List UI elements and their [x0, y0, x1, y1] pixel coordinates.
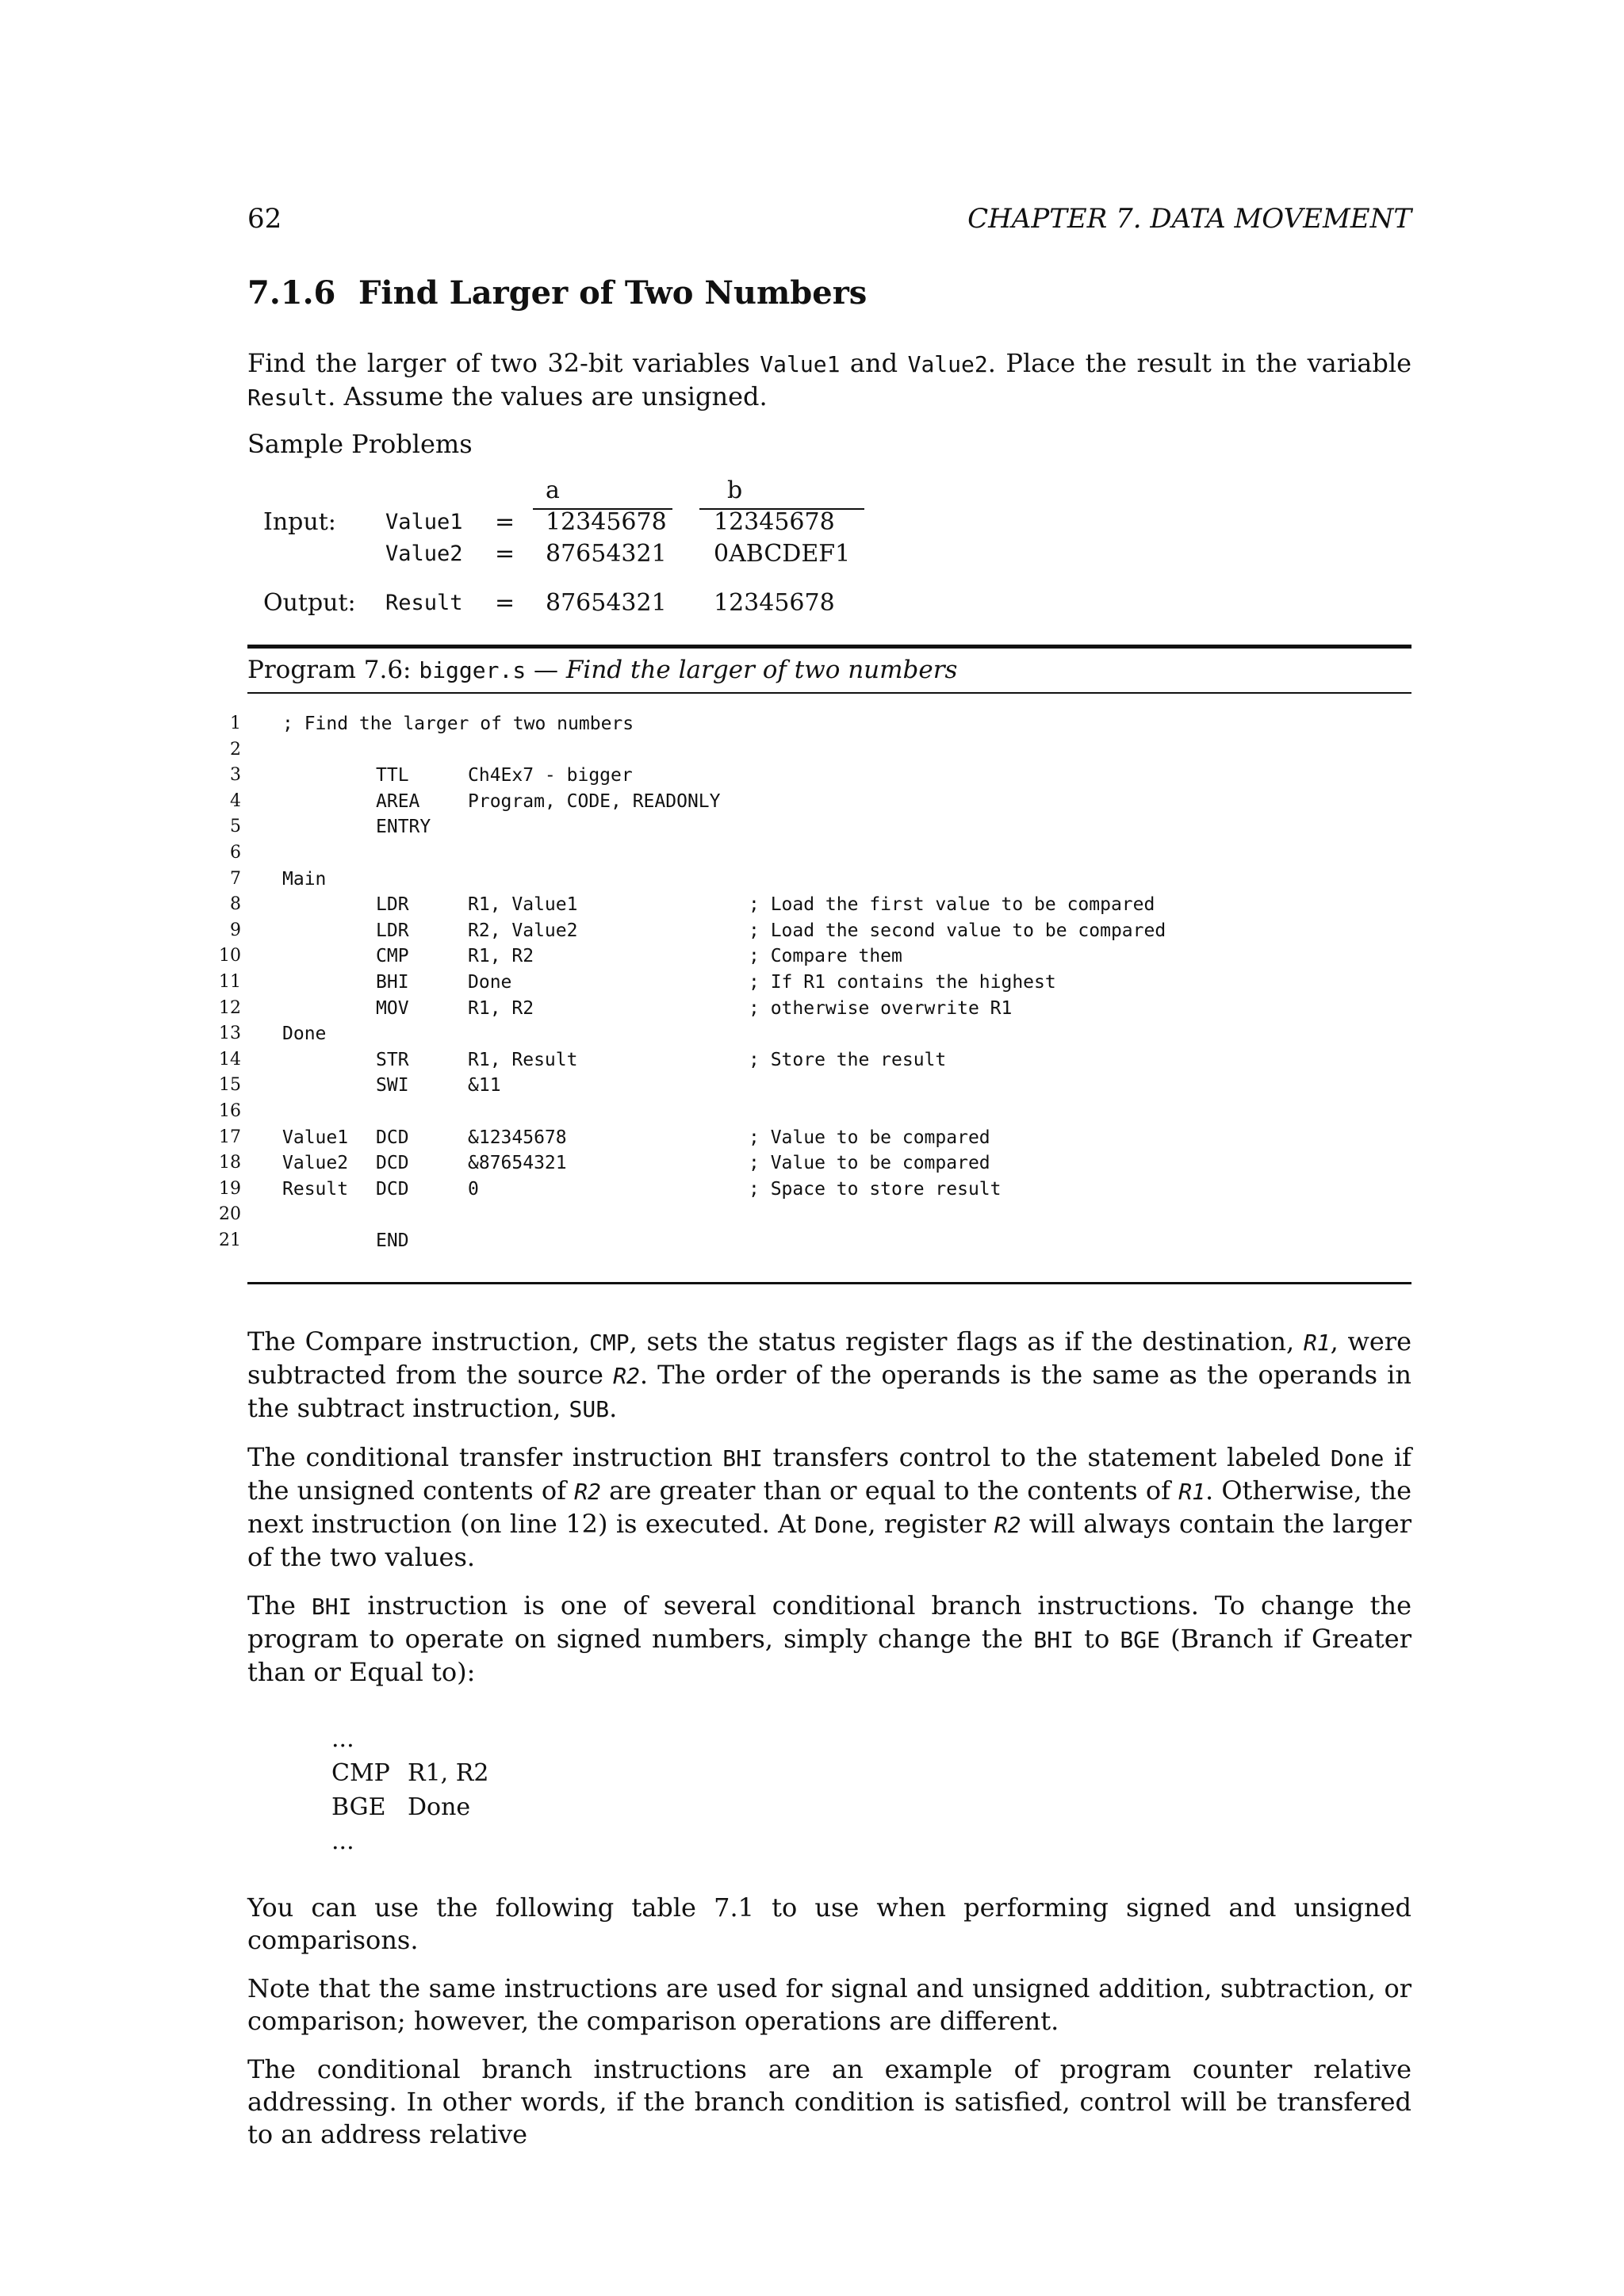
inline-code: R1 [1178, 1479, 1205, 1505]
code-comment: ; Load the second value to be compared [749, 920, 1166, 941]
inline-code: BHI [722, 1445, 763, 1471]
code-opcode: DCD [376, 1178, 409, 1200]
line-number: 14 [219, 1049, 241, 1070]
value-a: 87654321 [546, 589, 667, 617]
text: instruction is one of several conditional branch instructions. To change the program to operate on signed numbers, simply change the [247, 1590, 1412, 1654]
code-comment: ; Value to be compared [749, 1153, 990, 1174]
caption-dash: — [526, 656, 566, 684]
inline-code: CMP [589, 1330, 630, 1356]
inline-code: Done [1330, 1445, 1385, 1471]
caption-description: Find the larger of two numbers [565, 656, 958, 684]
text: . Assume the values are unsigned. [327, 381, 768, 411]
code-operands: Program, CODE, READONLY [468, 790, 721, 812]
code-label: Main [282, 868, 327, 890]
code-opcode: LDR [376, 894, 409, 916]
row-name: Value2 [385, 541, 463, 566]
book-page [219, 203, 1412, 2151]
line-number: 13 [219, 1024, 241, 1044]
inline-code: R2 [994, 1512, 1021, 1538]
code-comment: ; If R1 contains the highest [749, 972, 1056, 993]
sample-problems-label: Sample Problems [247, 429, 473, 459]
text: , were subtracted from the source [247, 1326, 1412, 1390]
code-label: Result [282, 1178, 349, 1200]
text: . The order of the operands is the same as the operands in the subtract instruction, [247, 1360, 1412, 1423]
line-number: 18 [219, 1153, 241, 1173]
code-comment: ; Load the first value to be compared [749, 894, 1155, 916]
text: . Otherwise, the next instruction (on line 12) is executed. At [247, 1475, 1412, 1539]
snippet-op: CMP [331, 1759, 390, 1787]
code-listing [219, 711, 1411, 1268]
inline-code: R2 [613, 1363, 640, 1389]
line-number: 19 [219, 1178, 241, 1199]
value-b: 12345678 [714, 589, 835, 617]
code-operands: R1, R2 [468, 946, 534, 967]
inline-code: R1 [1303, 1330, 1331, 1356]
line-number: 1 [230, 714, 241, 733]
inline-code: R2 [574, 1479, 601, 1505]
line-number: 7 [230, 868, 241, 889]
running-head [247, 203, 1411, 235]
text: The conditional transfer instruction [247, 1442, 723, 1472]
inline-code: Value1 [760, 351, 841, 377]
line-number: 12 [219, 997, 241, 1018]
section-number: 7.1.6 [247, 274, 336, 312]
code-opcode: DCD [376, 1153, 409, 1174]
code-opcode: CMP [376, 946, 409, 967]
code-opcode: MOV [376, 997, 409, 1019]
line-number: 8 [230, 894, 241, 915]
line-number: 6 [230, 843, 241, 863]
code-snippet [331, 1722, 1411, 1858]
code-label: Value2 [282, 1153, 349, 1174]
code-label: Value1 [282, 1127, 349, 1148]
value-a: 87654321 [546, 540, 667, 568]
code-operands: &87654321 [468, 1153, 567, 1174]
caption-prefix: Program 7.6: [247, 656, 419, 684]
inline-code: BHI [1033, 1627, 1074, 1653]
text: (Branch if Greater than or Equal to): [247, 1624, 1412, 1687]
text: The [247, 1590, 312, 1621]
line-number: 2 [230, 739, 241, 760]
line-number: 11 [219, 972, 241, 992]
text: The Compare instruction, [247, 1326, 590, 1357]
listing-end-rule [247, 1282, 1411, 1284]
equals-sign: = [495, 540, 515, 568]
paragraph-note: Note that the same instructions are used for signal and unsigned addition, subtraction, or comparison; however, the comparison operations are different. [247, 1973, 1411, 2036]
paragraph-table-ref: You can use the following table 7.1 to use when performing signed and unsigned comparisons. [247, 1892, 1411, 1955]
text: to [1073, 1624, 1120, 1654]
line-number: 10 [219, 946, 241, 966]
code-operands: R1, Value1 [468, 894, 578, 916]
value-a: 12345678 [546, 508, 667, 536]
code-label: ; Find the larger of two numbers [282, 714, 634, 734]
code-comment: ; otherwise overwrite R1 [749, 997, 1013, 1019]
code-opcode: STR [376, 1049, 409, 1070]
section-heading [247, 274, 1411, 312]
code-comment: ; Compare them [749, 946, 902, 967]
snippet-args: R1, R2 [408, 1759, 489, 1787]
code-operands: R1, Result [468, 1049, 578, 1070]
line-number: 21 [219, 1230, 241, 1250]
inline-code: Done [814, 1512, 868, 1538]
code-opcode: AREA [376, 790, 420, 812]
snippet-ellipsis: ... [331, 1725, 354, 1753]
line-number: 20 [219, 1204, 241, 1225]
paragraph-cmp [247, 1326, 1411, 1425]
inline-code: Result [247, 385, 328, 411]
code-comment: ; Space to store result [749, 1178, 1002, 1200]
column-a-header: a [546, 476, 560, 504]
code-opcode: BHI [376, 972, 409, 993]
code-operands: R1, R2 [468, 997, 534, 1019]
text: Find the larger of two 32-bit variables [247, 348, 760, 378]
inline-code: Value2 [907, 351, 988, 377]
section-title: Find Larger of Two Numbers [358, 274, 868, 312]
code-operands: &11 [468, 1075, 501, 1096]
line-number: 5 [230, 817, 241, 837]
row-name: Result [385, 591, 463, 615]
inline-code: SUB [569, 1396, 610, 1422]
output-label: Output: [263, 589, 356, 617]
input-label: Input: [263, 508, 336, 536]
value-b: 12345678 [714, 508, 835, 536]
text: . [609, 1393, 618, 1423]
snippet-ellipsis: ... [331, 1827, 354, 1855]
intro-paragraph [247, 347, 1411, 414]
text: if the unsigned contents of [247, 1442, 1412, 1506]
code-opcode: ENTRY [376, 817, 431, 838]
code-comment: ; Store the result [749, 1049, 947, 1070]
snippet-line [331, 1756, 1411, 1790]
inline-code: BGE [1120, 1627, 1160, 1653]
sample-problems-table [247, 476, 1411, 627]
page-number: 62 [247, 203, 282, 235]
code-opcode: TTL [376, 765, 409, 786]
snippet-op: BGE [331, 1793, 386, 1821]
text: will always contain the larger of the two values. [247, 1509, 1412, 1572]
text: , sets the status register flags as if the destination, [629, 1326, 1304, 1357]
row-name: Value1 [385, 510, 463, 534]
text: transfers control to the statement labeled [762, 1442, 1331, 1472]
program-caption [247, 645, 1411, 694]
snippet-line [331, 1790, 1411, 1824]
text: are greater than or equal to the contents of [600, 1475, 1179, 1506]
paragraph-branch [247, 1590, 1411, 1689]
line-number: 16 [219, 1101, 241, 1121]
code-opcode: DCD [376, 1127, 409, 1148]
equals-sign: = [495, 508, 515, 536]
paragraph-bhi [247, 1441, 1411, 1574]
program-filename: bigger.s [419, 657, 527, 683]
code-opcode: LDR [376, 920, 409, 941]
code-opcode: SWI [376, 1075, 409, 1096]
code-operands: Done [468, 972, 512, 993]
text: , register [868, 1509, 994, 1539]
code-comment: ; Value to be compared [749, 1127, 990, 1148]
code-operands: R2, Value2 [468, 920, 578, 941]
value-b: 0ABCDEF1 [714, 540, 851, 568]
equals-sign: = [495, 589, 515, 617]
inline-code: BHI [311, 1594, 352, 1620]
snippet-args: Done [408, 1793, 471, 1821]
chapter-title: CHAPTER 7. DATA MOVEMENT [967, 203, 1411, 235]
column-b-header: b [727, 476, 743, 504]
code-operands: &12345678 [468, 1127, 567, 1148]
code-opcode: END [376, 1230, 409, 1251]
text: . Place the result in the variable [987, 348, 1412, 378]
line-number: 17 [219, 1127, 241, 1147]
line-number: 4 [230, 790, 241, 811]
paragraph-relative-addressing: The conditional branch instructions are an example of program counter relative addressing. In other words, if the branch condition is satisfied, control will be transfered to an address relative [247, 2054, 1411, 2149]
line-number: 15 [219, 1075, 241, 1096]
code-operands: 0 [468, 1178, 479, 1200]
line-number: 9 [230, 920, 241, 940]
code-label: Done [282, 1024, 327, 1045]
code-operands: Ch4Ex7 - bigger [468, 765, 633, 786]
text: and [840, 348, 908, 378]
line-number: 3 [230, 765, 241, 786]
